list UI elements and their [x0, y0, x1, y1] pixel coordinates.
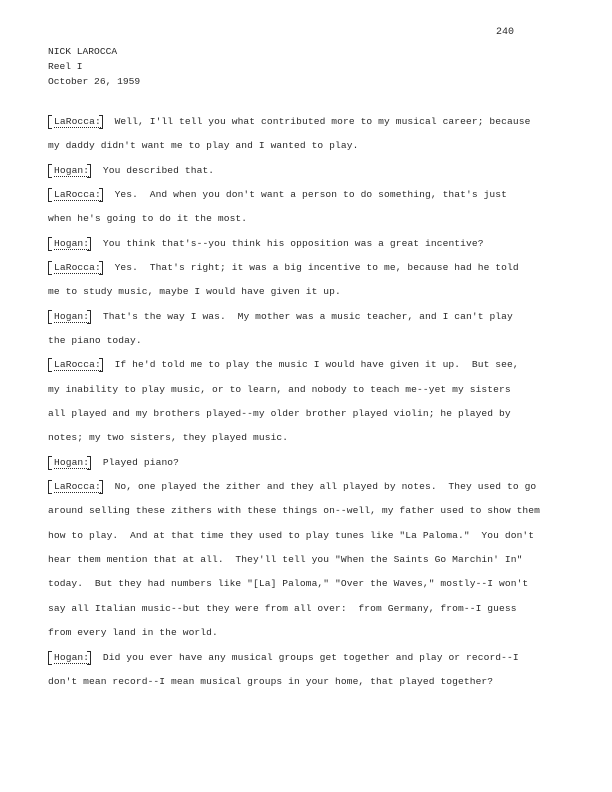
line-text: my inability to play music, or to learn, and nobody to teach me--yet my sisters	[48, 384, 511, 395]
line-text: Yes. And when you don't want a person to do something, that's just	[102, 189, 508, 200]
transcript-line	[48, 652, 568, 664]
transcript-line	[48, 335, 568, 347]
transcript-line	[48, 457, 568, 469]
speaker-name: Hogan:	[54, 457, 90, 468]
transcript-line	[48, 238, 568, 250]
speaker-label	[48, 165, 91, 177]
line-text: don't mean record--I mean musical groups in your home, that played together?	[48, 676, 494, 687]
speaker-name: LaRocca:	[54, 189, 101, 200]
line-text: If he'd told me to play the music I would have given it up. But see,	[102, 359, 519, 370]
transcript-line	[48, 432, 568, 444]
transcript-line	[48, 627, 568, 639]
transcript-line	[48, 359, 568, 371]
speaker-name: Hogan:	[54, 165, 90, 176]
speaker-name: LaRocca:	[54, 262, 101, 273]
transcript-line	[48, 140, 568, 152]
line-text: around selling these zithers with these things on--well, my father used to show them	[48, 505, 541, 516]
speaker-label	[48, 238, 91, 250]
line-text: Played piano?	[91, 457, 180, 468]
speaker-name: Hogan:	[54, 238, 90, 249]
line-text: me to study music, maybe I would have given it up.	[48, 286, 341, 297]
interviewee-name: NICK LAROCCA	[48, 46, 118, 57]
speaker-name: LaRocca:	[54, 481, 101, 492]
page-number: 240	[496, 27, 515, 38]
interview-date: October 26, 1959	[48, 76, 141, 87]
line-text: how to play. And at that time they used to play tunes like "La Paloma." You don't	[48, 530, 535, 541]
speaker-name: Hogan:	[54, 652, 90, 663]
speaker-label	[48, 481, 103, 493]
transcript-line	[48, 116, 568, 128]
speaker-name: Hogan:	[54, 311, 90, 322]
speaker-label	[48, 311, 91, 323]
line-text: Did you ever have any musical groups get together and play or record--I	[91, 652, 519, 663]
line-text: You think that's--you think his opposition was a great incentive?	[91, 238, 484, 249]
line-text: That's the way I was. My mother was a music teacher, and I can't play	[91, 311, 513, 322]
transcript-line	[48, 603, 568, 615]
transcript-line	[48, 554, 568, 566]
line-text: all played and my brothers played--my older brother played violin; he played by	[48, 408, 511, 419]
speaker-label	[48, 457, 91, 469]
transcript-line	[48, 481, 568, 493]
line-text: hear them mention that at all. They'll tell you "When the Saints Go Marchin' In"	[48, 554, 523, 565]
document-header	[48, 44, 140, 89]
line-text: notes; my two sisters, they played music.	[48, 432, 289, 443]
transcript-line	[48, 286, 568, 298]
transcript-line	[48, 505, 568, 517]
line-text: today. But they had numbers like "[La] Paloma," "Over the Waves," mostly--I won't	[48, 578, 529, 589]
line-text: when he's going to do it the most.	[48, 213, 248, 224]
transcript-line	[48, 189, 568, 201]
line-text: say all Italian music--but they were from all over: from Germany, from--I guess	[48, 603, 517, 614]
line-text: Well, I'll tell you what contributed more to my musical career; because	[102, 116, 531, 127]
transcript-line	[48, 530, 568, 542]
transcript-line	[48, 384, 568, 396]
transcript-line	[48, 311, 568, 323]
transcript-line	[48, 578, 568, 590]
line-text: You described that.	[91, 165, 215, 176]
line-text: No, one played the zither and they all played by notes. They used to go	[102, 481, 537, 492]
transcript-line	[48, 408, 568, 420]
line-text: from every land in the world.	[48, 627, 218, 638]
speaker-label	[48, 116, 103, 128]
transcript-line	[48, 676, 568, 688]
speaker-label	[48, 189, 103, 201]
line-text: Yes. That's right; it was a big incentive to me, because had he told	[102, 262, 519, 273]
reel-label: Reel I	[48, 61, 83, 72]
speaker-name: LaRocca:	[54, 116, 101, 127]
transcript-line	[48, 213, 568, 225]
line-text: my daddy didn't want me to play and I wanted to play.	[48, 140, 359, 151]
line-text: the piano today.	[48, 335, 142, 346]
speaker-label	[48, 262, 103, 274]
speaker-name: LaRocca:	[54, 359, 101, 370]
transcript-line	[48, 165, 568, 177]
speaker-label	[48, 652, 91, 664]
speaker-label	[48, 359, 103, 371]
transcript-line	[48, 262, 568, 274]
